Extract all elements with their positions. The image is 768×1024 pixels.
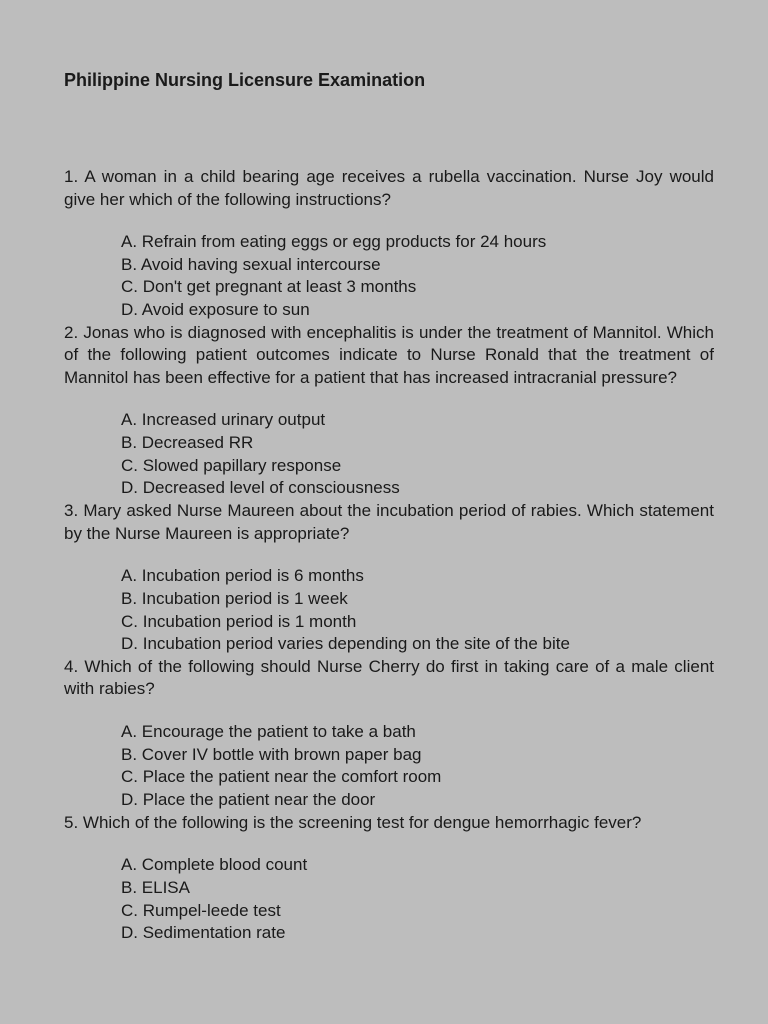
option-a: A. Refrain from eating eggs or egg products for 24 hours — [121, 232, 547, 251]
option-a: A. Increased urinary output — [121, 410, 326, 430]
spacer — [64, 211, 714, 231]
option-b: B. Cover IV bottle with brown paper bag — [121, 744, 422, 764]
question-5: 5. Which of the following is the screening test for dengue hemorrhagic fever? — [64, 812, 642, 832]
question-4: 4. Which of the following should Nurse Cherry do first in taking care of a male client with rabies? — [64, 656, 714, 699]
option-b: B. Incubation period is 1 week — [121, 588, 348, 608]
option-b: B. Decreased RR — [121, 433, 254, 453]
option-d: D. Incubation period varies depending on the site of the bite — [121, 634, 570, 654]
option-d: D. Avoid exposure to sun — [121, 300, 310, 320]
option-c: C. Place the patient near the comfort room — [121, 767, 442, 787]
question-4-options — [64, 721, 714, 812]
question-2-options — [64, 409, 714, 500]
option-c: C. Incubation period is 1 month — [121, 611, 357, 631]
question-2: 2. Jonas who is diagnosed with encephalitis is under the treatment of Mannitol. Which of the following patient outcomes indicate to Nurse Ronald that the treatment of Mannitol has been effective for a patient that has increased intracranial pressure? — [64, 322, 714, 387]
document-title: Philippine Nursing Licensure Examination — [64, 70, 426, 90]
spacer — [64, 701, 714, 721]
spacer — [64, 545, 714, 565]
question-3-options — [64, 565, 714, 656]
question-3: 3. Mary asked Nurse Maureen about the incubation period of rabies. Which statement by the Nurse Maureen is appropriate? — [64, 501, 714, 543]
option-a: A. Encourage the patient to take a bath — [121, 721, 416, 741]
option-a: A. Incubation period is 6 months — [121, 566, 364, 586]
option-c: C. Rumpel-leede test — [121, 900, 281, 920]
option-c: C. Slowed papillary response — [121, 455, 342, 475]
question-5-options — [64, 854, 714, 945]
question-1-options — [64, 231, 714, 322]
option-b: B. Avoid having sexual intercourse — [121, 254, 381, 274]
option-a: A. Complete blood count — [121, 855, 308, 875]
option-c: C. Don't get pregnant at least 3 months — [121, 277, 417, 297]
spacer — [64, 389, 714, 409]
option-b: B. ELISA — [121, 877, 190, 897]
spacer — [64, 834, 714, 854]
option-d: D. Place the patient near the door — [121, 790, 376, 810]
option-d: D. Decreased level of consciousness — [121, 478, 400, 498]
option-d: D. Sedimentation rate — [121, 923, 286, 943]
question-1: 1. A woman in a child bearing age receives a rubella vaccination. Nurse Joy would give her which of the following instructions? — [64, 167, 714, 209]
